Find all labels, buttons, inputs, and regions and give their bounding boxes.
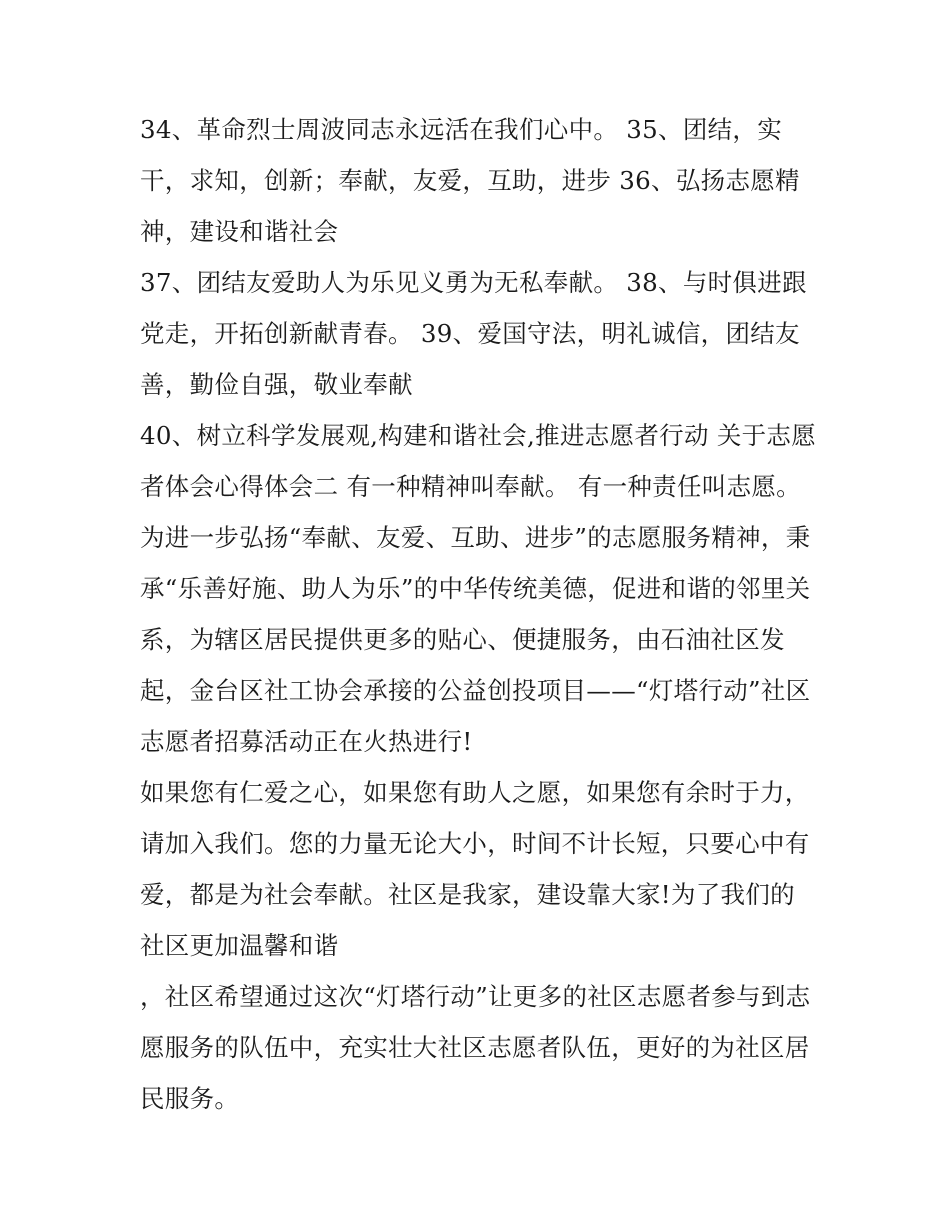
text-line-19: 愿服务的队伍中，充实壮大社区志愿者队伍，更好的为社区居 bbox=[140, 1033, 810, 1062]
text-line-13: 志愿者招募活动正在火热进行! bbox=[140, 727, 473, 756]
text-line-9: 为进一步弘扬“奉献、友爱、互助、进步”的志愿服务精神，秉 bbox=[140, 523, 811, 552]
text-line-17: 社区更加温馨和谐 bbox=[140, 931, 339, 960]
text-line-3: 神，建设和谐社会 bbox=[140, 217, 339, 246]
document-body bbox=[140, 104, 815, 1124]
text-line-1: 34、革命烈士周波同志永远活在我们心中。 35、团结，实 bbox=[140, 115, 783, 144]
text-line-18: ，社区希望通过这次“灯塔行动”让更多的社区志愿者参与到志 bbox=[140, 982, 811, 1011]
text-line-5: 党走，开拓创新献青春。 39、爱国守法，明礼诚信，团结友 bbox=[140, 319, 800, 348]
text-line-11: 系，为辖区居民提供更多的贴心、便捷服务，由石油社区发 bbox=[140, 625, 785, 654]
text-line-16: 爱，都是为社会奉献。社区是我家，建设靠大家!为了我们的 bbox=[140, 880, 795, 909]
text-line-4: 37、团结友爱助人为乐见义勇为无私奉献。 38、与时俱进跟 bbox=[140, 268, 807, 297]
text-line-6: 善，勤俭自强，敬业奉献 bbox=[140, 370, 413, 399]
text-line-8: 者体会心得体会二 有一种精神叫奉献。 有一种责任叫志愿。 bbox=[140, 472, 801, 501]
text-line-20: 民服务。 bbox=[140, 1084, 240, 1113]
text-line-14: 如果您有仁爱之心，如果您有助人之愿，如果您有余时于力， bbox=[140, 778, 810, 807]
text-line-7: 40、树立科学发展观,构建和谐社会,推进志愿者行动 关于志愿 bbox=[140, 421, 817, 450]
text-line-2: 干，求知，创新；奉献，友爱，互助，进步 36、弘扬志愿精 bbox=[140, 166, 800, 195]
text-line-15: 请加入我们。您的力量无论大小，时间不计长短，只要心中有 bbox=[140, 829, 810, 858]
text-line-12: 起，金台区社工协会承接的公益创投项目——“灯塔行动”社区 bbox=[140, 676, 811, 705]
text-line-10: 承“乐善好施、助人为乐”的中华传统美德，促进和谐的邻里关 bbox=[140, 574, 811, 603]
